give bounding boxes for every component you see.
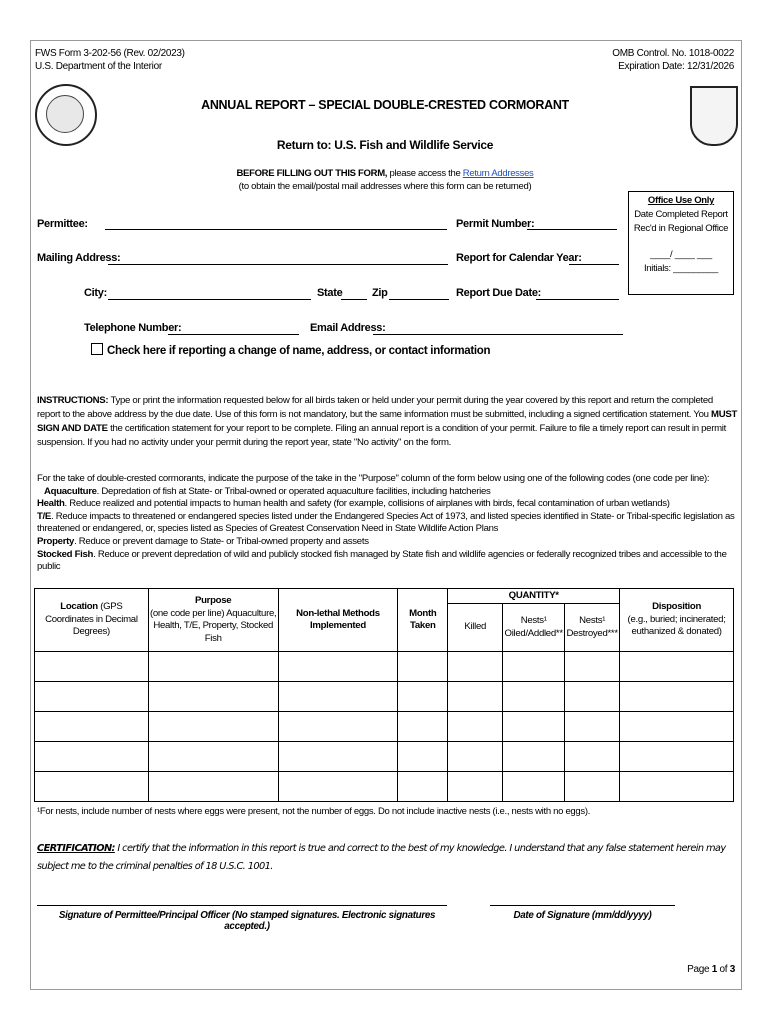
col-location-sub: (GPS Coordinates in Decimal Degrees) bbox=[45, 601, 138, 638]
page-current: 1 bbox=[711, 964, 718, 975]
code-desc: . Reduce realized and potential impacts to human health and safety (for example, collisions of airplanes with birds, fecal contamination of urban wetlands) bbox=[64, 498, 670, 510]
page-total: 3 bbox=[729, 964, 735, 975]
report-year-label: Report for Calendar Year: bbox=[456, 252, 582, 264]
signature-date-label: Date of Signature (mm/dd/yyyy) bbox=[513, 910, 652, 921]
instructions-label: INSTRUCTIONS: bbox=[37, 395, 109, 406]
code-item bbox=[37, 486, 737, 499]
code-item bbox=[37, 536, 737, 549]
nests-footnote: ¹For nests, include number of nests where eggs were present, not the number of eggs. Do not include inactive nests (i.e., nests with no eggs). bbox=[37, 806, 591, 817]
table-row bbox=[35, 712, 734, 742]
return-addresses-link[interactable]: Return Addresses bbox=[462, 168, 534, 179]
fws-logo-icon bbox=[690, 86, 738, 146]
instructions-bold: MUST SIGN AND DATE bbox=[37, 409, 738, 434]
codes-intro: For the take of double-crested cormorants, indicate the purpose of the take in the "Purpose" column of the form below using one of the following codes (one code per line): bbox=[37, 473, 710, 484]
code-name: Aquaculture bbox=[44, 485, 97, 497]
email-field[interactable] bbox=[373, 324, 623, 335]
table-row bbox=[35, 742, 734, 772]
code-desc: . Depredation of fish at State- or Tribal-owned or operated aquaculture facilities, including hatcheries bbox=[96, 485, 491, 497]
signature-label: Signature of Permittee/Principal Officer (No stamped signatures. Electronic signatures accepted.) bbox=[58, 910, 436, 932]
instructions-text2: the certification statement for your report to be complete. Filing an annual report is a condition of your permit. Failure to file a timely report can result in permit suspension. If you had no activity under your permit during the report year, state "No activity" on the form. bbox=[37, 423, 726, 448]
signature-field[interactable] bbox=[37, 905, 447, 906]
take-report-table bbox=[34, 588, 734, 802]
col-disposition-label: Disposition bbox=[652, 601, 702, 613]
instructions-text1: Type or print the information requested below for all birds taken or held under your permit during the year covered by this report and return the completed report to the above address by the due date. Use of this form is not mandatory, but the same information must be submitted, including a signed certification statement. You bbox=[37, 395, 713, 420]
code-desc: . Reduce impacts to threatened or endangered species listed under the Endangered Species Act of 1973, and listed species identified in State- or Tribal-specific legislation as threatened or endangered, or, species listed as Species of Greatest Conservation Need in State Wildlife Action Plans bbox=[37, 510, 735, 535]
office-use-box bbox=[628, 191, 734, 295]
col-purpose bbox=[148, 589, 278, 652]
office-use-date-field[interactable]: ____/ ____ ___ bbox=[650, 249, 712, 260]
code-name: Health bbox=[37, 498, 65, 510]
office-use-heading: Office Use Only bbox=[647, 195, 715, 206]
office-use-initials[interactable]: Initials: _________ bbox=[643, 263, 719, 274]
code-item bbox=[37, 511, 737, 536]
form-title: ANNUAL REPORT – SPECIAL DOUBLE-CRESTED CORMORANT bbox=[201, 98, 569, 112]
city-field[interactable] bbox=[108, 289, 311, 300]
permittee-field[interactable] bbox=[105, 219, 447, 230]
col-location bbox=[35, 589, 149, 652]
before-lead: BEFORE FILLING OUT THIS FORM, bbox=[236, 168, 388, 179]
due-date-field[interactable] bbox=[536, 289, 619, 300]
return-to: Return to: U.S. Fish and Wildlife Service bbox=[276, 138, 494, 152]
code-name: Stocked Fish bbox=[37, 548, 94, 560]
expiration-date: Expiration Date: 12/31/2026 bbox=[618, 61, 734, 72]
state-label: State bbox=[317, 287, 343, 299]
form-header-left bbox=[35, 47, 185, 73]
form-number: FWS Form 3-202-56 (Rev. 02/2023) bbox=[35, 48, 185, 59]
table-row bbox=[35, 682, 734, 712]
page-mid: of bbox=[717, 964, 730, 975]
report-year-field[interactable] bbox=[569, 254, 619, 265]
telephone-field[interactable] bbox=[168, 324, 299, 335]
mailing-address-label: Mailing Address: bbox=[37, 252, 121, 264]
zip-field[interactable] bbox=[389, 289, 449, 300]
office-use-line2: Rec'd in Regional Office bbox=[633, 223, 729, 234]
permittee-label: Permittee: bbox=[37, 218, 88, 230]
col-methods: Non-lethal Methods Implemented bbox=[278, 589, 398, 652]
col-purpose-sub: (one code per line) Aquaculture, Health, T/E, Property, Stocked Fish bbox=[149, 607, 277, 644]
col-purpose-label: Purpose bbox=[195, 595, 232, 606]
col-oiled: Nests¹ Oiled/Addled** bbox=[503, 604, 565, 652]
department-name: U.S. Department of the Interior bbox=[35, 61, 162, 72]
certification-label: CERTIFICATION: bbox=[37, 843, 115, 854]
before-text: please access the bbox=[387, 168, 463, 179]
code-desc: . Reduce or prevent depredation of wild and publicly stocked fish managed by State fish and wildlife agencies or federally recognized tribes and accessible to the public bbox=[37, 548, 727, 573]
code-item bbox=[37, 549, 737, 574]
before-line2: (to obtain the email/postal mail addresses where this form can be returned) bbox=[238, 181, 532, 192]
zip-label: Zip bbox=[372, 287, 388, 299]
signature-date-field[interactable] bbox=[490, 905, 675, 906]
code-name: T/E bbox=[37, 510, 52, 522]
code-item bbox=[37, 498, 737, 511]
col-disposition-sub: (e.g., buried; incinerated; euthanized & donated) bbox=[627, 613, 726, 638]
certification-text: I certify that the information in this report is true and correct to the best of my knowledge. I understand that any false statement herein may subject me to the criminal penalties of 18 U.S.C. 1001. bbox=[37, 843, 726, 872]
certification-statement bbox=[37, 840, 737, 876]
table-row bbox=[35, 772, 734, 802]
col-destroyed: Nests¹ Destroyed*** bbox=[565, 604, 620, 652]
page-prefix: Page bbox=[687, 964, 712, 975]
mailing-address-field[interactable] bbox=[108, 254, 448, 265]
purpose-codes bbox=[37, 473, 737, 574]
code-desc: . Reduce or prevent damage to State- or Tribal-owned property and assets bbox=[74, 535, 369, 547]
col-disposition bbox=[620, 589, 734, 652]
col-quantity: QUANTITY* bbox=[448, 589, 620, 604]
col-location-label: Location bbox=[60, 601, 98, 613]
doi-seal-icon bbox=[35, 84, 97, 146]
city-label: City: bbox=[84, 287, 107, 299]
telephone-label: Telephone Number: bbox=[84, 322, 182, 334]
permit-number-field[interactable] bbox=[527, 219, 617, 230]
page-number bbox=[687, 964, 735, 975]
col-killed: Killed bbox=[448, 604, 503, 652]
state-field[interactable] bbox=[341, 289, 367, 300]
form-header-right bbox=[612, 47, 734, 73]
office-use-line1: Date Completed Report bbox=[634, 209, 728, 220]
col-month: Month Taken bbox=[398, 589, 448, 652]
omb-control-number: OMB Control. No. 1018-0022 bbox=[612, 48, 734, 59]
code-name: Property bbox=[37, 535, 75, 547]
change-checkbox[interactable] bbox=[91, 343, 103, 355]
email-label: Email Address: bbox=[310, 322, 386, 334]
due-date-label: Report Due Date: bbox=[456, 287, 542, 299]
change-check-label: Check here if reporting a change of name, address, or contact information bbox=[107, 345, 491, 357]
table-row bbox=[35, 652, 734, 682]
instructions bbox=[37, 394, 737, 450]
permit-number-label: Permit Number: bbox=[456, 218, 535, 230]
before-filling-note bbox=[0, 167, 770, 193]
change-check-row[interactable] bbox=[91, 343, 490, 357]
